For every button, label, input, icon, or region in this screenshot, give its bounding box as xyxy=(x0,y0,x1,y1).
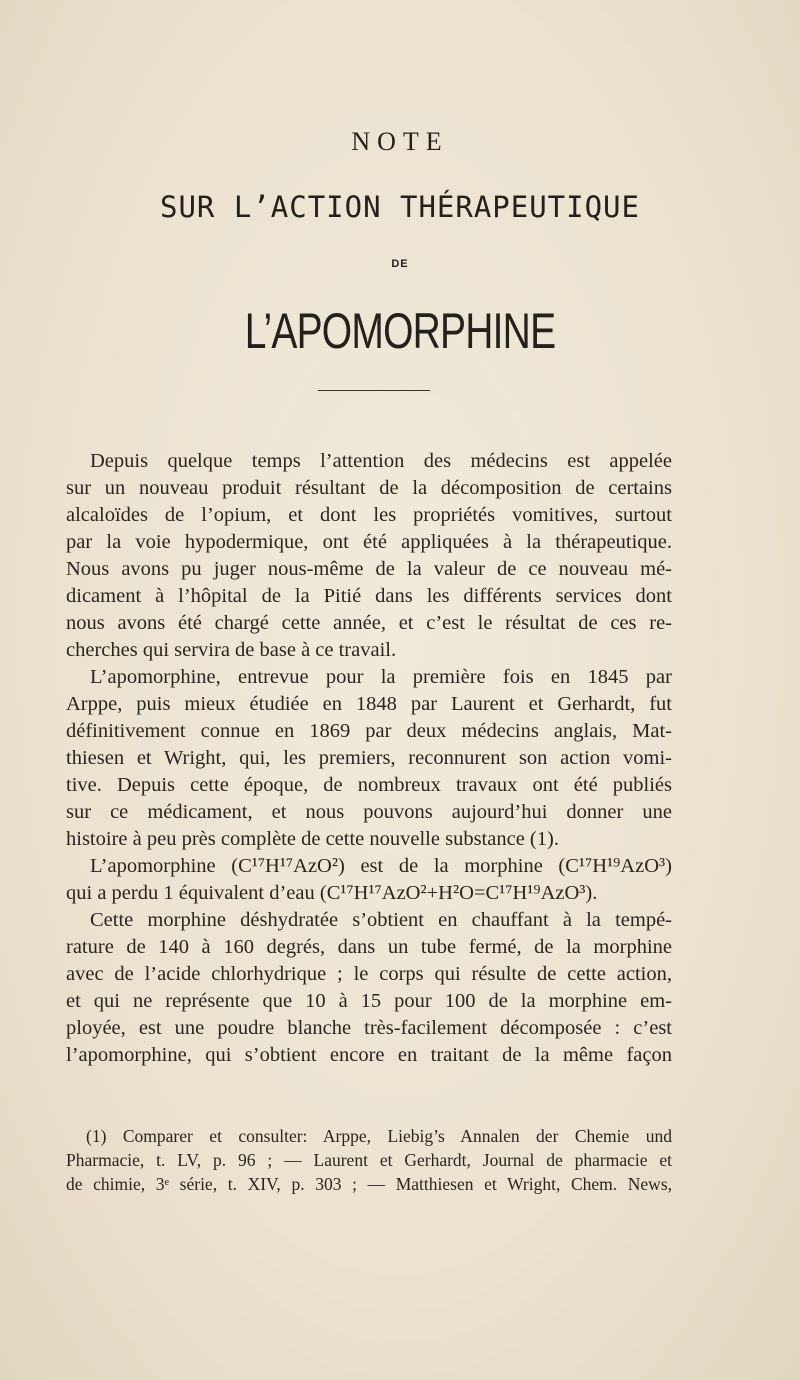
heading-note: NOTE xyxy=(351,127,449,156)
body-line: Nous avons pu juger nous-même de la valeur de ce nouveau mé- xyxy=(66,558,672,580)
footnote-line: (1) Comparer et consulter: Arppe, Liebig’s Annalen der Chemie und xyxy=(86,1126,672,1146)
body-line: dicament à l’hôpital de la Pitié dans les différents services dont xyxy=(66,585,672,607)
body-line: Depuis quelque temps l’attention des médecins est appelée xyxy=(90,450,672,472)
body-line: sur ce médicament, et nous pouvons aujourd’hui donner une xyxy=(66,801,672,823)
body-line: rature de 140 à 160 degrés, dans un tube fermé, de la morphine xyxy=(66,936,672,958)
footnote-line: Pharmacie, t. LV, p. 96 ; — Laurent et Gerhardt, Journal de pharmacie et xyxy=(66,1150,672,1170)
body-line: définitivement connue en 1869 par deux médecins anglais, Mat- xyxy=(66,720,672,742)
body-line: ployée, est une poudre blanche très-facilement décomposée : c’est xyxy=(66,1017,672,1039)
heading-title: L’APOMORPHINE xyxy=(244,303,556,359)
footnotes xyxy=(66,1124,672,1196)
body-line: thiesen et Wright, qui, les premiers, reconnurent son action vomi- xyxy=(66,747,672,769)
heading-de: DE xyxy=(391,258,409,270)
body-line: Arppe, puis mieux étudiée en 1848 par Laurent et Gerhardt, fut xyxy=(66,693,672,715)
body-line: l’apomorphine, qui s’obtient encore en traitant de la même façon xyxy=(66,1044,672,1066)
body-line: cherches qui servira de base à ce travail. xyxy=(66,639,397,661)
body-line: par la voie hypodermique, ont été appliquées à la thérapeutique. xyxy=(66,531,672,553)
body-line: sur un nouveau produit résultant de la décomposition de certains xyxy=(66,477,672,499)
title-divider xyxy=(318,390,430,391)
body-text xyxy=(66,448,672,1069)
heading-subtitle: SUR L’ACTION THÉRAPEUTIQUE xyxy=(160,190,640,224)
body-line: Cette morphine déshydratée s’obtient en chauffant à la tempé- xyxy=(90,909,672,931)
body-line: et qui ne représente que 10 à 15 pour 100 de la morphine em- xyxy=(66,990,672,1012)
body-line: qui a perdu 1 équivalent d’eau (C¹⁷H¹⁷AzO²+H²O=C¹⁷H¹⁹AzO³). xyxy=(66,882,598,904)
body-line: nous avons été chargé cette année, et c’est le résultat de ces re- xyxy=(66,612,672,634)
footnote-line: de chimie, 3ᵉ série, t. XIV, p. 303 ; — Matthiesen et Wright, Chem. News, xyxy=(66,1174,672,1194)
body-line: tive. Depuis cette époque, de nombreux travaux ont été publiés xyxy=(66,774,672,796)
body-line: histoire à peu près complète de cette nouvelle substance (1). xyxy=(66,828,559,850)
body-line: avec de l’acide chlorhydrique ; le corps qui résulte de cette action, xyxy=(66,963,672,985)
body-line: L’apomorphine, entrevue pour la première fois en 1845 par xyxy=(90,666,672,688)
body-line: L’apomorphine (C¹⁷H¹⁷AzO²) est de la morphine (C¹⁷H¹⁹AzO³) xyxy=(90,855,672,877)
body-line: alcaloïdes de l’opium, et dont les propriétés vomitives, surtout xyxy=(66,504,672,526)
